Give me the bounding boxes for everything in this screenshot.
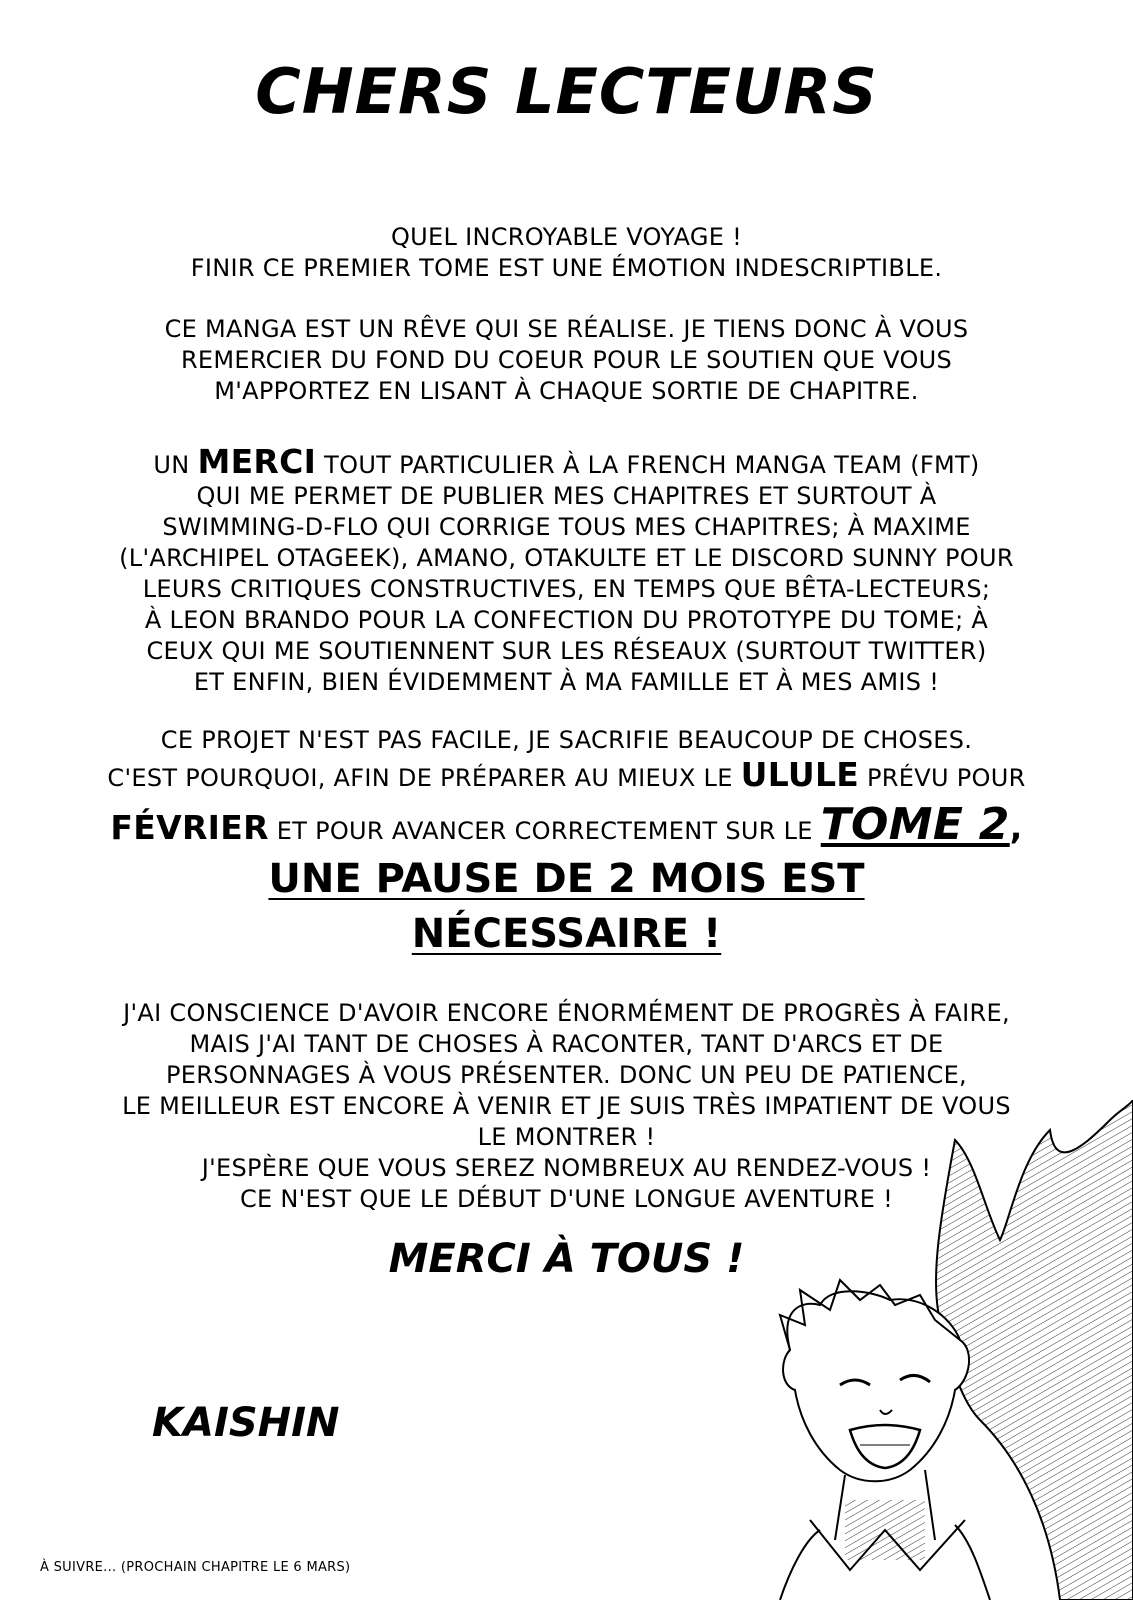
project-paragraph (40, 725, 1093, 859)
text-line: CE PROJET N'EST PAS FACILE, JE SACRIFIE BEAUCOUP DE CHOSES. (160, 726, 973, 754)
text-line: LEURS CRITIQUES CONSTRUCTIVES, EN TEMPS QUE BÊTA-LECTEURS; (142, 575, 991, 603)
text-line: SWIMMING-D-FLO QUI CORRIGE TOUS MES CHAPITRES; À MAXIME (162, 513, 971, 541)
text-fragment: TOUT PARTICULIER À LA FRENCH MANGA TEAM (FMT) (316, 451, 980, 479)
text-line: LE MEILLEUR EST ENCORE À VENIR ET JE SUIS TRÈS IMPATIENT DE VOUS (122, 1092, 1011, 1120)
text-line: PERSONNAGES À VOUS PRÉSENTER. DONC UN PEU DE PATIENCE, (166, 1061, 967, 1089)
character-illustration (720, 1100, 1133, 1600)
text-line: CE MANGA EST UN RÊVE QUI SE RÉALISE. JE TIENS DONC À VOUS (164, 315, 969, 343)
text-line: CE N'EST QUE LE DÉBUT D'UNE LONGUE AVENTURE ! (239, 1185, 894, 1213)
pause-text: NÉCESSAIRE ! (411, 911, 722, 957)
text-fragment: UN (153, 451, 198, 479)
text-line: QUI ME PERMET DE PUBLIER MES CHAPITRES ET SURTOUT À (196, 482, 937, 510)
dream-paragraph (40, 314, 1093, 407)
text-line (40, 797, 1093, 859)
text-line: (L'ARCHIPEL OTAGEEK), AMANO, OTAKULTE ET LE DISCORD SUNNY POUR (119, 544, 1014, 572)
pause-text: UNE PAUSE DE 2 MOIS EST (268, 856, 865, 902)
ulule-emphasis: ULULE (740, 755, 860, 794)
page-title: CHERS LECTEURS (255, 55, 878, 128)
thanks-paragraph (40, 442, 1093, 698)
text-fragment: ET POUR AVANCER CORRECTEMENT SUR LE (268, 817, 821, 845)
fevrier-emphasis: FÉVRIER (110, 808, 269, 847)
merci-emphasis: MERCI (197, 442, 317, 481)
tome-emphasis: TOME 2 (820, 799, 1010, 850)
author-signature: KAISHIN (152, 1400, 340, 1446)
text-line: CEUX QUI ME SOUTIENNENT SUR LES RÉSEAUX (SURTOUT TWITTER) (146, 637, 987, 665)
text-line: MAIS J'AI TANT DE CHOSES À RACONTER, TANT D'ARCS ET DE (189, 1030, 944, 1058)
next-chapter-note: À SUIVRE... (PROCHAIN CHAPITRE LE 6 MARS) (40, 1560, 351, 1575)
pause-line (0, 907, 1133, 962)
text-line: REMERCIER DU FOND DU COEUR POUR LE SOUTIEN QUE VOUS (180, 346, 953, 374)
text-line: FINIR CE PREMIER TOME EST UNE ÉMOTION INDESCRIPTIBLE. (190, 254, 943, 282)
pause-announcement (0, 852, 1133, 962)
text-line: J'ESPÈRE QUE VOUS SEREZ NOMBREUX AU RENDEZ-VOUS ! (201, 1154, 932, 1182)
text-fragment: C'EST POURQUOI, AFIN DE PRÉPARER AU MIEUX LE (107, 764, 741, 792)
text-line: M'APPORTEZ EN LISANT À CHAQUE SORTIE DE CHAPITRE. (214, 377, 919, 405)
text-line: QUEL INCROYABLE VOYAGE ! (390, 223, 743, 251)
text-line: J'AI CONSCIENCE D'AVOIR ENCORE ÉNORMÉMENT DE PROGRÈS À FAIRE, (123, 999, 1010, 1027)
intro-paragraph (40, 222, 1093, 284)
text-line: ET ENFIN, BIEN ÉVIDEMMENT À MA FAMILLE ET À MES AMIS ! (193, 668, 940, 696)
text-fragment: , (1009, 808, 1023, 847)
text-line (40, 756, 1093, 797)
text-line (40, 442, 1093, 481)
closing-thanks: MERCI À TOUS ! (388, 1236, 745, 1282)
text-line: LE MONTRER ! (477, 1123, 656, 1151)
text-line: À LEON BRANDO POUR LA CONFECTION DU PROTOTYPE DU TOME; À (144, 606, 989, 634)
pause-line (0, 852, 1133, 907)
text-fragment: PRÉVU POUR (859, 764, 1026, 792)
